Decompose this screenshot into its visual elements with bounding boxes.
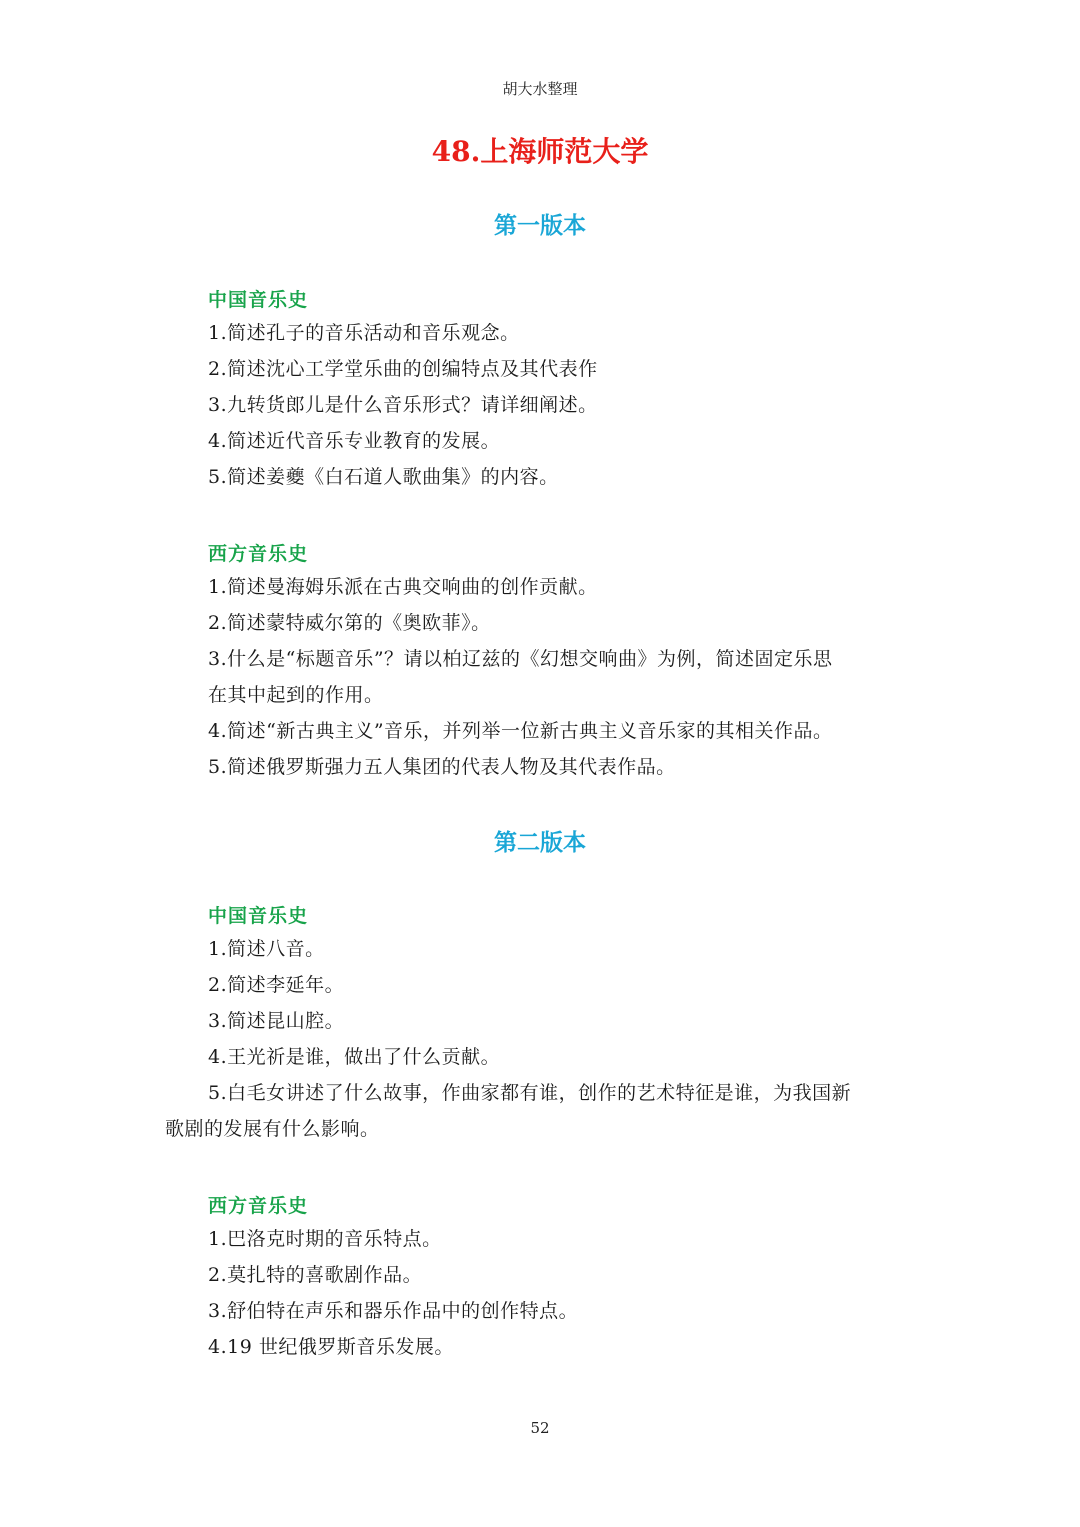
list-item: 1.简述曼海姆乐派在古典交响曲的创作贡献。 — [208, 576, 598, 598]
version2-heading: 第二版本 — [494, 829, 586, 856]
list-item: 3.什么是“标题音乐”？请以柏辽兹的《幻想交响曲》为例，简述固定乐思 — [208, 648, 833, 670]
version1-western-heading: 西方音乐史 — [208, 543, 309, 565]
list-item: 5.简述俄罗斯强力五人集团的代表人物及其代表作品。 — [208, 756, 676, 778]
list-item: 歌剧的发展有什么影响。 — [165, 1118, 380, 1140]
list-item: 2.简述沈心工学堂乐曲的创编特点及其代表作 — [208, 358, 598, 380]
list-item: 1.巴洛克时期的音乐特点。 — [208, 1228, 442, 1250]
list-item: 4.王光祈是谁，做出了什么贡献。 — [208, 1046, 501, 1068]
page-number: 52 — [530, 1419, 550, 1437]
list-item: 5.简述姜夔《白石道人歌曲集》的内容。 — [208, 466, 559, 488]
version1-chinese-heading: 中国音乐史 — [208, 289, 309, 311]
version2-western-heading: 西方音乐史 — [208, 1195, 309, 1217]
list-item: 1.简述八音。 — [208, 938, 325, 960]
list-item: 2.简述蒙特威尔第的《奥欧菲》。 — [208, 612, 491, 634]
list-item: 在其中起到的作用。 — [208, 684, 384, 706]
page-header: 胡大水整理 — [502, 80, 578, 98]
list-item: 3.简述昆山腔。 — [208, 1010, 345, 1032]
list-item: 1.简述孔子的音乐活动和音乐观念。 — [208, 322, 520, 344]
version2-chinese-heading: 中国音乐史 — [208, 905, 309, 927]
list-item: 5.白毛女讲述了什么故事，作曲家都有谁，创作的艺术特征是谁，为我国新 — [208, 1082, 852, 1104]
list-item: 4.简述“新古典主义”音乐，并列举一位新古典主义音乐家的其相关作品。 — [208, 720, 833, 742]
list-item: 2.莫扎特的喜歌剧作品。 — [208, 1264, 423, 1286]
list-item: 2.简述李延年。 — [208, 974, 345, 996]
version1-heading: 第一版本 — [494, 212, 586, 239]
list-item: 3.舒伯特在声乐和器乐作品中的创作特点。 — [208, 1300, 579, 1322]
list-item: 4.简述近代音乐专业教育的发展。 — [208, 430, 501, 452]
page-title: 48.上海师范大学 — [431, 135, 649, 168]
list-item: 3.九转货郎儿是什么音乐形式？请详细阐述。 — [208, 394, 598, 416]
list-item: 4.19 世纪俄罗斯音乐发展。 — [208, 1336, 454, 1358]
